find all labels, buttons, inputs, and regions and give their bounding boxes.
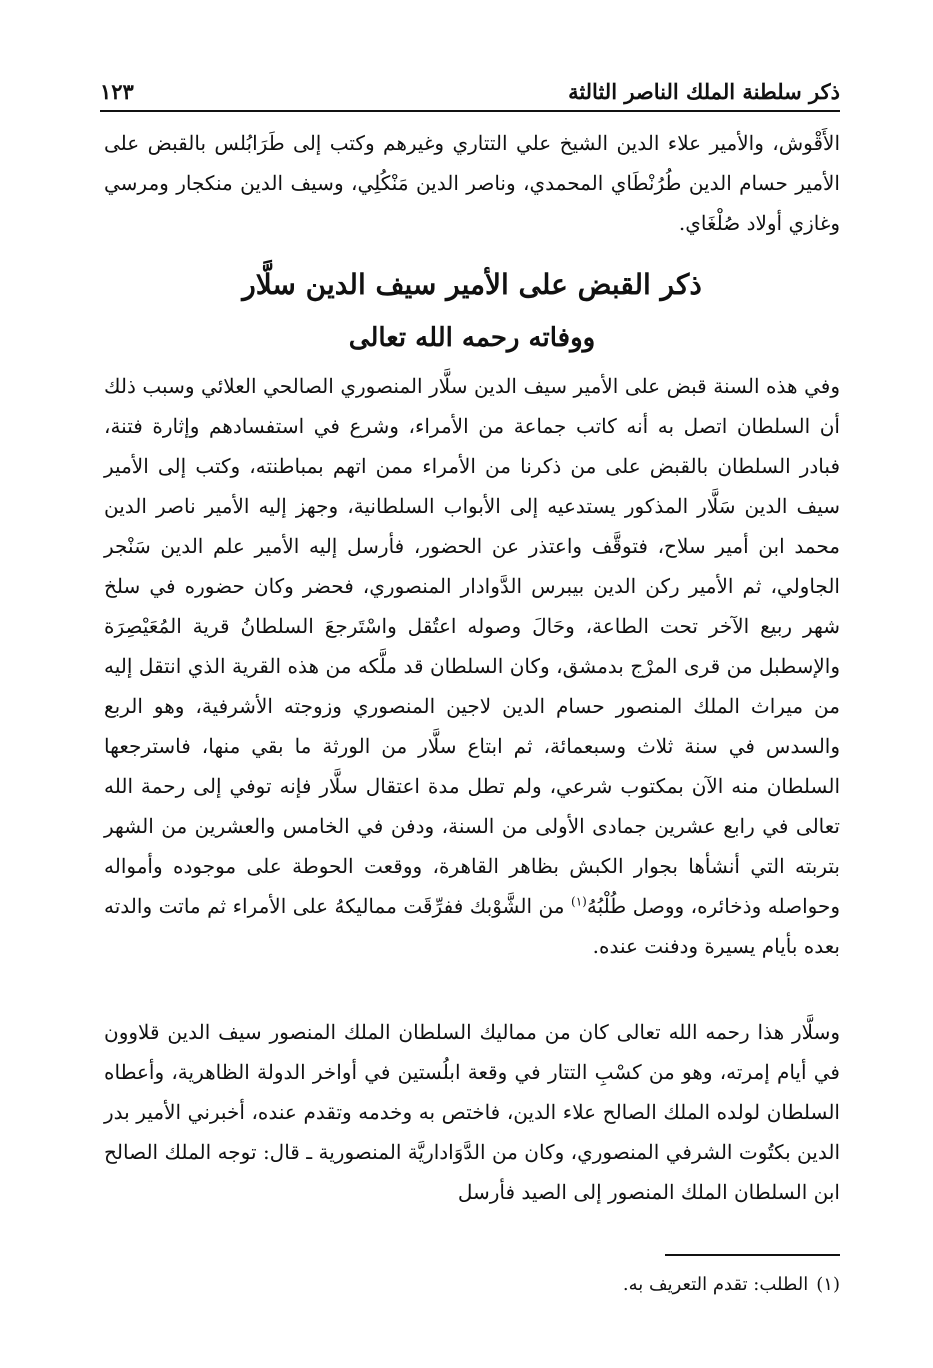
section-heading-line-2: ووفاته رحمه الله تعالى	[348, 323, 596, 353]
footnote-rule	[665, 1254, 840, 1256]
footnote-marker: (١)	[571, 894, 587, 909]
footnote	[104, 1270, 840, 1300]
second-paragraph	[104, 1012, 840, 1212]
opening-paragraph-text: الأَقْوش، والأمير علاء الدين الشيخ علي التتاري وغيرهم وكتب إلى طَرَابُلس بالقبض على الأمير حسام الدين طُرُنْطَاي المحمدي، وناصر الدين مَنْكُلِي، وسيف الدين منكجار ومرسي وغازي أولاد صُلْغَاي.	[104, 131, 840, 235]
main-paragraph-text	[104, 366, 840, 966]
page-number: ١٢٣	[100, 79, 134, 104]
main-paragraph-after-note: من الشَّوْبك ففرِّقَت مماليكهُ على الأمراء ثم ماتت والدته بعده بأيام يسيرة ودفنت عنده.	[104, 894, 840, 958]
page-header	[100, 70, 840, 104]
section-heading-line-1: ذكر القبض على الأمير سيف الدين سلَّار	[242, 268, 702, 301]
main-paragraph-before-note: وفي هذه السنة قبض على الأمير سيف الدين سلَّار المنصوري الصالحي العلائي وسبب ذلك أن السلطان اتصل به أنه كاتب جماعة من الأمراء، وشرع في استفسادهم وإثارة فتنة، فبادر السلطان بالقبض على من ذكرنا من الأمراء ممن اتهم بمباطنته، وكتب إلى الأمير سيف الدين سَلَّار المذكور يستدعيه إلى الأبواب السلطانية، وجهز إليه الأمير ناصر الدين محمد ابن أمير سلاح، فتوقَّف واعتذر عن الحضور، فأرسل إليه الأمير علم الدين سَنْجر الجاولي، ثم الأمير ركن الدين بيبرس الدَّوادار المنصوري، فحضر وكان حضوره في سلخ شهر ربيع الآخر تحت الطاعة، وحَالَ وصوله اعتُقل واسْتَرجعَ السلطانُ قرية المُعَيْصِرَة والإسطبل من قرى المرْج بدمشق، وكان السلطان قد ملَّكه من هذه القرية الذي انتقل إليه من ميراث الملك المنصور حسام الدين لاجين المنصوري وزوجته الأشرفية، وهو الربع والسدس في سنة ثلاث وسبعمائة، ثم ابتاع سلَّار من الورثة ما بقي منها، فاسترجعها السلطان منه الآن بمكتوب شرعي، ولم تطل مدة اعتقال سلَّار فإنه توفي إلى رحمة الله تعالى في رابع عشرين جمادى الأولى من السنة، ودفن في الخامس والعشرين من الشهر بتربته التي أنشأها بجوار الكبش بظاهر القاهرة، ووقعت الحوطة على موجوده وأمواله وحواصله وذخائره، ووصل طُلْبُهُ	[104, 374, 840, 918]
main-paragraph	[104, 366, 840, 966]
header-rule	[100, 110, 840, 112]
footnote-text: الطلب: تقدم التعريف به.	[622, 1274, 809, 1295]
running-title: ذكر سلطنة الملك الناصر الثالثة	[568, 79, 840, 104]
opening-paragraph	[104, 123, 840, 243]
footnote-number: (١)	[816, 1274, 840, 1295]
second-paragraph-text: وسلَّار هذا رحمه الله تعالى كان من مماليك السلطان الملك المنصور سيف الدين قلاوون في أيام إمرته، وهو من كسْبِ التتار في وقعة ابلُستين في أواخر الدولة الظاهرية، وأعطاه السلطان لولده الملك الصالح علاء الدين، فاختص به وخدمه وتقدم عنده، أخبرني الأمير بدر الدين بكتُوت الشرفي المنصوري، وكان من الدَّوَاداريَّة المنصورية ـ قال: توجه الملك الصالح ابن السلطان الملك المنصور إلى الصيد فأرسل	[104, 1020, 840, 1204]
